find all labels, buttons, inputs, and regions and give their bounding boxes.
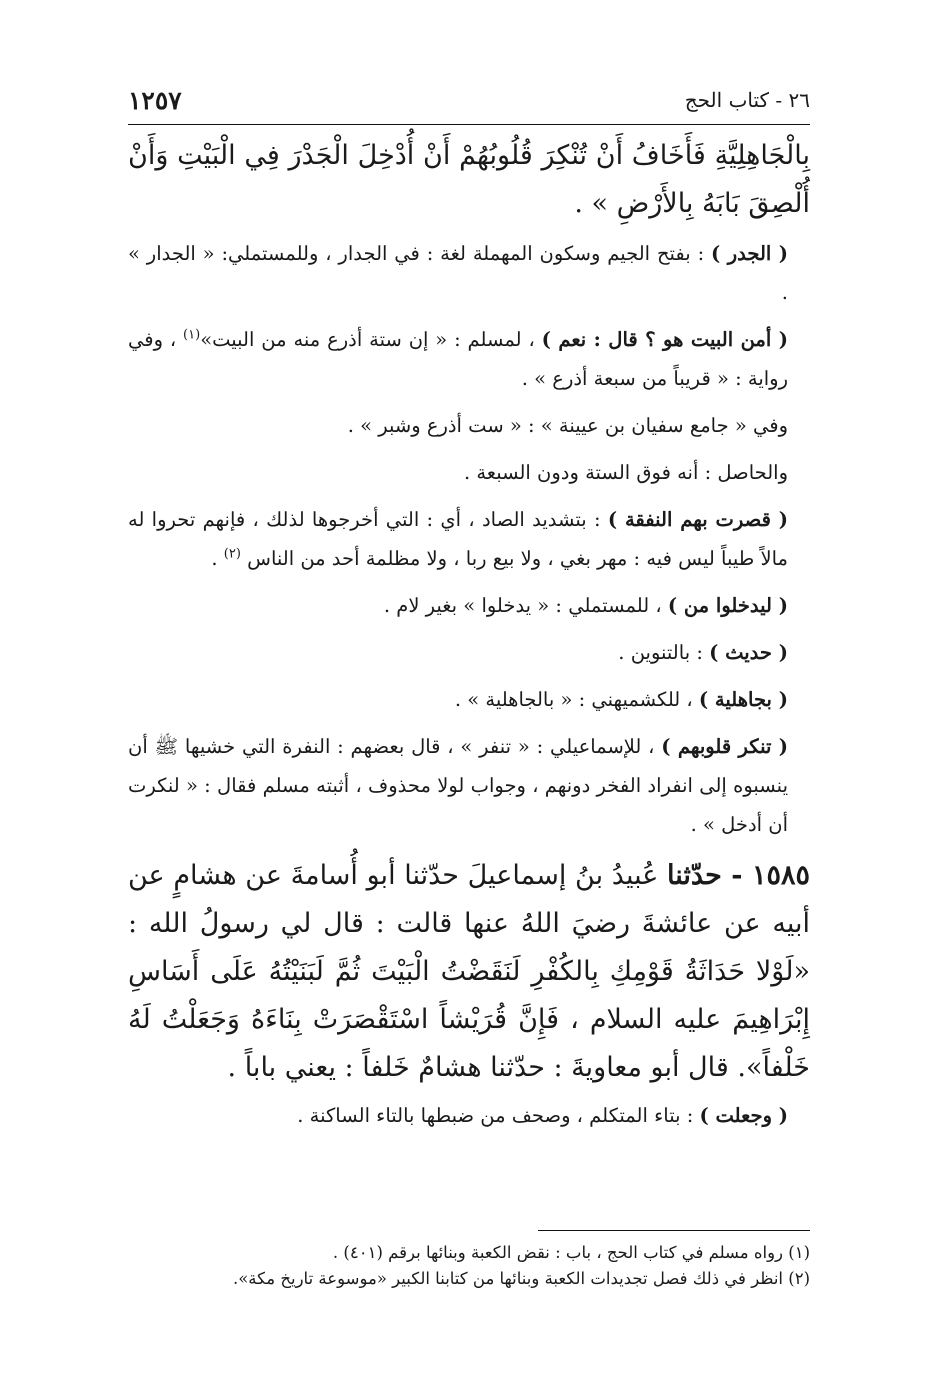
lemma: ( الجدر )	[711, 242, 788, 265]
footnotes	[128, 1240, 810, 1292]
commentary-paragraph	[128, 633, 810, 672]
commentary-paragraph	[128, 320, 810, 398]
footnote-marker[interactable]: (١)	[183, 327, 201, 343]
header-rule	[128, 124, 810, 125]
commentary-text: ، لمسلم : « إن ستة أذرع منه من البيت»	[200, 328, 542, 351]
commentary-paragraph: والحاصل : أنه فوق الستة ودون السبعة .	[463, 461, 788, 484]
running-title: ٢٦ - كتاب الحج	[684, 88, 810, 112]
page-header	[128, 82, 810, 118]
commentary-text: ، وفي رواية : « قريباً من سبعة أذرع » .	[128, 328, 788, 390]
commentary-text: : بفتح الجيم وسكون المهملة لغة : في الجدار ، وللمستملي: « الجدار » .	[128, 242, 788, 304]
lemma: ( بجاهلية )	[698, 688, 788, 711]
commentary-text: .	[211, 547, 224, 570]
hadith-number: ١٥٨٥	[751, 860, 810, 891]
commentary-text: : بتشديد الصاد ، أي : التي أخرجوها لذلك ، فإنهم تحروا له مالاً طيباً ليس فيه : مهر بغي ، ولا بيع ربا ، ولا مظلمة أحد من الناس	[128, 508, 788, 570]
footnote: (١) رواه مسلم في كتاب الحج ، باب : نقض الكعبة وبنائها برقم (٤٠١) .	[332, 1243, 810, 1262]
commentary-text: : بتاء المتكلم ، وصحف من ضبطها بالتاء الساكنة .	[297, 1104, 700, 1127]
lemma: ( تنكر قلوبهم )	[661, 735, 789, 758]
hadith-continuation: بِالْجَاهِلِيَّةِ فَأَخَافُ أَنْ تُنْكِرَ قُلُوبُهُمْ أَنْ أُدْخِلَ الْجَدْرَ فِي الْبَيْتِ وَأَنْ أُلْصِقَ بَابَهُ بِالأَرْضِ » .	[128, 140, 810, 219]
main-text	[128, 132, 810, 1143]
commentary-paragraph	[128, 727, 810, 844]
commentary-text: ، للإسماعيلي : « تنفر » ، قال بعضهم : النفرة التي خشيها ﷺ أن ينسبوه إلى انفراد الفخر دونهم ، وجواب لولا محذوف ، أثبته مسلم فقال : « لنكرت أن أدخل » .	[128, 735, 788, 836]
lemma: ( وجعلت )	[699, 1104, 788, 1127]
commentary-text: ، للمستملي : « يدخلوا » بغير لام .	[383, 594, 668, 617]
commentary-paragraph	[128, 1096, 810, 1135]
hadith-text: عُبيدُ بنُ إسماعيلَ حدّثنا أبو أُسامةَ عن هشامٍ عن أبيه عن عائشةَ رضيَ اللهُ عنها قالت : قال لي رسولُ الله : «لَوْلا حَدَاثَةُ قَوْمِكِ بِالكُفْرِ لَنَقَضْتُ الْبَيْتَ ثُمَّ لَبَنَيْتُهُ عَلَى أَسَاسِ إِبْرَاهِيمَ عليه السلام ، فَإِنَّ قُرَيْشاً اسْتَقْصَرَتْ بِنَاءَهُ وَجَعَلْتُ لَهُ خَلْفاً». قال أبو معاويةَ : حدّثنا هشامٌ خَلفاً : يعني باباً .	[128, 860, 810, 1083]
book-page	[128, 82, 810, 1288]
commentary-paragraph: وفي « جامع سفيان بن عيينة » : « ست أذرع وشبر » .	[347, 414, 788, 437]
commentary-paragraph	[128, 586, 810, 625]
commentary-paragraph	[128, 500, 810, 578]
lemma: ( ليدخلوا من )	[667, 594, 788, 617]
commentary-text: ، للكشميهني : « بالجاهلية » .	[454, 688, 699, 711]
commentary-paragraph	[128, 234, 810, 312]
hadith-lead: - حدّثنا	[667, 860, 752, 891]
footnote-rule	[538, 1230, 810, 1231]
commentary-text: : بالتنوين .	[618, 641, 710, 664]
hadith-paragraph	[128, 852, 810, 1092]
lemma: ( قصرت بهم النفقة )	[607, 508, 788, 531]
lemma: ( حديث )	[709, 641, 788, 664]
commentary-paragraph	[128, 680, 810, 719]
footnote: (٢) انظر في ذلك فصل تجديدات الكعبة وبنائها من كتابنا الكبير «موسوعة تاريخ مكة».	[232, 1269, 810, 1288]
page-number: ١٢٥٧	[128, 85, 182, 115]
lemma: ( أمن البيت هو ؟ قال : نعم )	[541, 328, 788, 351]
footnote-marker[interactable]: (٢)	[223, 546, 241, 562]
